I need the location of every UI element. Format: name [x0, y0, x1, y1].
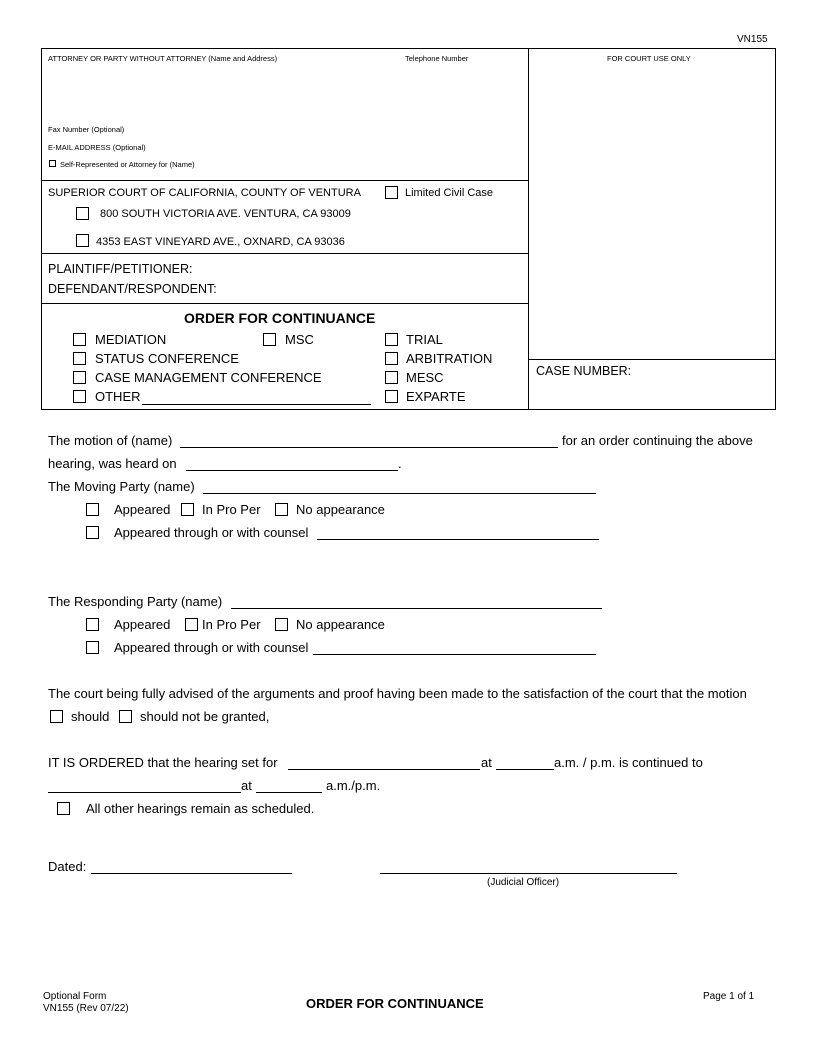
limited-civil-label: Limited Civil Case [405, 187, 494, 199]
self-rep-label: Self-Represented or Attorney for (Name) [60, 160, 195, 169]
status-conference-checkbox[interactable] [73, 352, 86, 365]
section-rule [41, 253, 529, 254]
hearing-set-time-line[interactable] [496, 769, 554, 770]
should-label: should [71, 709, 110, 724]
court-name: SUPERIOR COURT OF CALIFORNIA, COUNTY OF VENTURA [48, 187, 361, 199]
at-label-2: at [241, 778, 252, 793]
moving-no-appearance-label: No appearance [296, 502, 385, 517]
moving-in-pro-per-label: In Pro Per [202, 502, 261, 517]
continued-date-line[interactable] [48, 792, 241, 793]
continued-time-line[interactable] [256, 792, 322, 793]
case-number-label: CASE NUMBER: [536, 364, 632, 378]
court-use-label: FOR COURT USE ONLY [607, 54, 691, 63]
responding-party-label: The Responding Party (name) [48, 594, 223, 609]
arbitration-label: ARBITRATION [406, 351, 493, 366]
judicial-officer-label: (Judicial Officer) [487, 877, 560, 888]
responding-no-appearance-checkbox[interactable] [275, 618, 288, 631]
court-advised-text: The court being fully advised of the arguments and proof having been made to the satisfaction of the court that the motion [48, 686, 747, 701]
telephone-label: Telephone Number [405, 54, 469, 63]
section-rule [528, 359, 776, 360]
at-label: at [481, 755, 492, 770]
should-not-label: should not be granted, [140, 709, 270, 724]
ampm-label-2: a.m./p.m. [326, 778, 381, 793]
dated-label: Dated: [48, 859, 87, 874]
it-is-ordered-label: IT IS ORDERED that the hearing set for [48, 755, 278, 770]
responding-appeared-label: Appeared [114, 617, 171, 632]
responding-in-pro-per-checkbox[interactable] [185, 618, 198, 631]
trial-checkbox[interactable] [385, 333, 398, 346]
hearing-set-date-line[interactable] [288, 769, 480, 770]
dated-line[interactable] [91, 873, 292, 874]
moving-in-pro-per-checkbox[interactable] [181, 503, 194, 516]
responding-party-line[interactable] [231, 608, 602, 609]
self-rep-checkbox[interactable] [49, 160, 56, 167]
defendant-label: DEFENDANT/RESPONDENT: [48, 282, 217, 296]
moving-counsel-label: Appeared through or with counsel [114, 525, 309, 540]
mesc-label: MESC [406, 370, 444, 385]
form-id: VN155 [737, 34, 768, 45]
limited-civil-checkbox[interactable] [385, 186, 398, 199]
moving-counsel-checkbox[interactable] [86, 526, 99, 539]
caption-divider [528, 48, 529, 410]
moving-no-appearance-checkbox[interactable] [275, 503, 288, 516]
address-1-checkbox[interactable] [76, 207, 89, 220]
case-management-checkbox[interactable] [73, 371, 86, 384]
msc-label: MSC [285, 332, 314, 347]
trial-label: TRIAL [406, 332, 443, 347]
responding-in-pro-per-label: In Pro Per [202, 617, 261, 632]
plaintiff-label: PLAINTIFF/PETITIONER: [48, 262, 193, 276]
other-line[interactable] [142, 404, 371, 405]
optional-form-label: Optional Form [43, 991, 107, 1002]
moving-appeared-label: Appeared [114, 502, 171, 517]
other-label: OTHER [95, 389, 141, 404]
mediation-label: MEDIATION [95, 332, 167, 347]
ampm-continued-label: a.m. / p.m. is continued to [554, 755, 703, 770]
should-not-checkbox[interactable] [119, 710, 132, 723]
section-rule [41, 180, 529, 181]
section-rule [41, 303, 529, 304]
judicial-signature-line[interactable] [380, 873, 677, 874]
responding-counsel-checkbox[interactable] [86, 641, 99, 654]
status-conference-label: STATUS CONFERENCE [95, 351, 239, 366]
address-2-checkbox[interactable] [76, 234, 89, 247]
heard-on-line[interactable] [186, 470, 398, 471]
page-number: Page 1 of 1 [703, 991, 755, 1002]
for-order-label: for an order continuing the above [562, 433, 753, 448]
attorney-label: ATTORNEY OR PARTY WITHOUT ATTORNEY (Name and Address) [48, 54, 278, 63]
exparte-label: EXPARTE [406, 389, 466, 404]
moving-party-line[interactable] [203, 493, 596, 494]
moving-party-label: The Moving Party (name) [48, 479, 195, 494]
mesc-checkbox[interactable] [385, 371, 398, 384]
address-2-label: 4353 EAST VINEYARD AVE., OXNARD, CA 93036 [96, 236, 345, 248]
responding-counsel-label: Appeared through or with counsel [114, 640, 309, 655]
responding-appeared-checkbox[interactable] [86, 618, 99, 631]
all-other-hearings-checkbox[interactable] [57, 802, 70, 815]
motion-of-label: The motion of (name) [48, 433, 173, 448]
mediation-checkbox[interactable] [73, 333, 86, 346]
moving-counsel-line[interactable] [317, 539, 599, 540]
exparte-checkbox[interactable] [385, 390, 398, 403]
arbitration-checkbox[interactable] [385, 352, 398, 365]
fax-label: Fax Number (Optional) [48, 125, 125, 134]
heard-on-label: hearing, was heard on [48, 456, 177, 471]
should-checkbox[interactable] [50, 710, 63, 723]
email-label: E-MAIL ADDRESS (Optional) [48, 143, 146, 152]
form-revision: VN155 (Rev 07/22) [43, 1003, 129, 1014]
all-other-hearings-label: All other hearings remain as scheduled. [86, 801, 315, 816]
responding-no-appearance-label: No appearance [296, 617, 385, 632]
motion-name-line[interactable] [180, 447, 558, 448]
other-checkbox[interactable] [73, 390, 86, 403]
footer-title: ORDER FOR CONTINUANCE [306, 996, 484, 1011]
case-management-label: CASE MANAGEMENT CONFERENCE [95, 370, 322, 385]
msc-checkbox[interactable] [263, 333, 276, 346]
address-1-label: 800 SOUTH VICTORIA AVE. VENTURA, CA 93009 [100, 208, 351, 220]
moving-appeared-checkbox[interactable] [86, 503, 99, 516]
period: . [398, 456, 402, 471]
order-title: ORDER FOR CONTINUANCE [184, 310, 376, 326]
responding-counsel-line[interactable] [313, 654, 596, 655]
